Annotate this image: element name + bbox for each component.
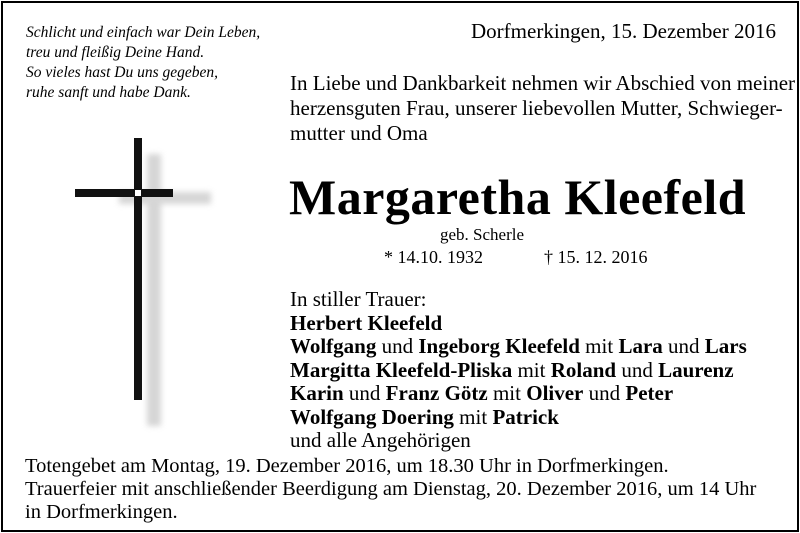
- mourner-name: Lara: [618, 334, 663, 358]
- connector-text: mit: [487, 381, 527, 405]
- connector-text: und: [343, 381, 386, 405]
- mourner-name: Oliver: [526, 381, 584, 405]
- verse-line: So vieles hast Du uns gegeben,: [26, 64, 218, 81]
- connector-text: mit: [512, 357, 551, 382]
- mourners-closing: und alle Angehörigen: [290, 428, 471, 452]
- mourners-heading: In stiller Trauer:: [290, 287, 427, 311]
- mourner-name: Wolfgang Doering: [290, 404, 454, 429]
- intro-text: [290, 71, 796, 146]
- intro-line: In Liebe und Dankbarkeit nehmen wir Abschied von meiner: [290, 71, 796, 95]
- mourner-name: Herbert Kleefeld: [290, 310, 443, 335]
- connector-text: und: [662, 334, 705, 358]
- service-line: Trauerfeier mit anschließender Beerdigung am Dienstag, 20. Dezember 2016, um 14 Uhr: [25, 478, 757, 500]
- service-line: in Dorfmerkingen.: [25, 501, 178, 523]
- death-date: † 15. 12. 2016: [544, 247, 648, 267]
- service-line: Totengebet am Montag, 19. Dezember 2016, um 18.30 Uhr in Dorfmerkingen.: [25, 455, 669, 477]
- connector-text: und: [583, 381, 626, 405]
- mourner-line: [290, 312, 790, 336]
- verse-line: treu und fleißig Deine Hand.: [26, 44, 205, 61]
- connector-text: mit: [453, 404, 493, 429]
- cross-center-highlight: [135, 190, 141, 196]
- connector-text: und: [616, 357, 659, 382]
- deceased-name: Margaretha Kleefeld: [289, 169, 747, 225]
- connector-text: mit: [579, 334, 619, 358]
- birth-date: * 14.10. 1932: [384, 247, 483, 267]
- mourner-line: [290, 359, 790, 383]
- mourner-name: Patrick: [492, 404, 559, 429]
- mourner-line: [290, 335, 790, 359]
- mourner-name: Lars: [704, 334, 747, 358]
- mourner-name: Wolfgang: [290, 334, 377, 358]
- mourner-name: Peter: [625, 381, 674, 405]
- cross-icon: [119, 138, 239, 428]
- verse-line: Schlicht und einfach war Dein Leben,: [26, 24, 261, 41]
- mourners-list: [290, 288, 790, 453]
- service-details: [25, 455, 785, 524]
- intro-line: herzensguten Frau, unserer liebevollen Mutter, Schwieger-: [290, 96, 783, 120]
- mourner-name: Roland: [550, 357, 617, 382]
- mourner-name: Karin: [290, 381, 344, 405]
- verse-line: ruhe sanft und habe Dank.: [26, 84, 191, 101]
- mourner-line: [290, 406, 790, 430]
- mourner-line: [290, 382, 790, 406]
- mourner-name: Franz Götz: [385, 381, 488, 405]
- mourner-name: Ingeborg Kleefeld: [418, 334, 580, 358]
- mourner-name: Margitta Kleefeld-Pliska: [290, 357, 513, 382]
- maiden-name: geb. Scherle: [440, 225, 525, 244]
- cross-vertical-bar: [134, 138, 142, 400]
- cross-horizontal-bar: [75, 189, 173, 197]
- intro-line: mutter und Oma: [290, 121, 428, 145]
- memorial-verse: [26, 23, 286, 103]
- place-and-date: Dorfmerkingen, 15. Dezember 2016: [471, 19, 776, 43]
- connector-text: und: [376, 334, 419, 358]
- mourner-name: Laurenz: [658, 357, 734, 382]
- obituary-notice: [1, 1, 799, 532]
